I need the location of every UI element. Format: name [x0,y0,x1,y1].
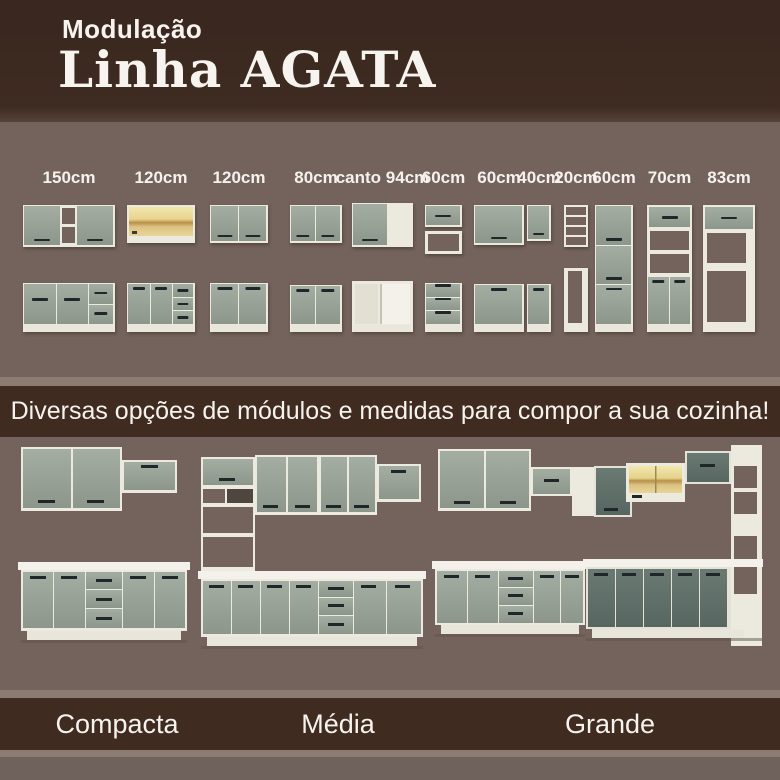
open-niche-graphic [425,231,462,254]
fridge-tower-graphic [703,205,755,332]
footer-band [0,698,780,750]
base-cabinet-graphic [127,283,195,332]
wall-cabinet-graphic [23,205,115,247]
module-size-label: 80cm [294,168,338,187]
corner-base-cabinet-graphic [352,281,413,332]
module-column-40cm [517,122,561,377]
module-size-label: 20cm [554,168,598,187]
header [0,0,780,122]
module-column-80cm [290,122,342,377]
flip-wall-cabinet-graphic [425,205,462,227]
module-size-label: canto 94cm [335,168,430,187]
kitchen-illustration-media [197,443,427,658]
banner [0,386,780,437]
module-column-70cm-tower [647,122,692,377]
page-title: Linha AGATA [58,40,437,99]
module-size-label: 70cm [647,168,692,187]
modules-section [0,122,780,377]
module-column-120cm-glass [127,122,195,377]
module-column-120cm [210,122,268,377]
module-size-label: 60cm [592,168,636,187]
kitchen-label-grande: Grande [564,709,656,739]
oven-tower-graphic [647,205,692,332]
module-column-150cm [23,122,115,377]
drawer-base-cabinet-graphic [425,283,462,332]
module-size-label: 40cm [517,168,561,187]
kitchens-section [0,437,780,690]
module-column-60cm-pantry [592,122,636,377]
kitchen-illustration-grande [428,440,778,668]
module-column-60cm-flip [421,122,466,377]
kitchen-label-compacta: Compacta [55,709,179,739]
module-size-label: 120cm [134,168,188,187]
wall-cabinet-graphic [527,205,551,241]
kitchen-illustration-compacta [15,443,215,655]
base-cabinet-graphic [210,283,268,332]
tall-pantry-graphic [595,205,633,332]
wall-cabinet-graphic [210,205,268,243]
wall-cabinet-graphic [290,205,342,243]
module-column-canto-94cm [335,122,430,377]
divider-strip [0,750,780,757]
module-size-label: 60cm [477,168,521,187]
base-cabinet-graphic [290,285,342,332]
base-cabinet-graphic [527,284,551,332]
cube-shelf-graphic [564,205,588,247]
footer-background [0,757,780,780]
module-size-label: 60cm [421,168,466,187]
base-cabinet-graphic [23,283,115,332]
corner-wall-cabinet-graphic [352,203,413,247]
header-subtitle: Modulação [62,14,203,44]
divider-strip [0,377,780,386]
narrow-open-shelf-graphic [564,268,588,332]
module-size-label: 83cm [707,168,751,187]
banner-text: Diversas opções de módulos e medidas para compor a sua cozinha! [10,397,770,425]
kitchen-label-media: Média [301,709,375,739]
module-column-20cm [554,122,598,377]
module-size-label: 120cm [212,168,266,187]
module-column-83cm-tower [703,122,755,377]
divider-strip [0,690,780,698]
base-cabinet-graphic [474,284,524,332]
wall-cabinet-graphic [474,205,524,245]
module-size-label: 150cm [42,168,96,187]
module-column-60cm-door [474,122,524,377]
glass-wall-cabinet-graphic [127,205,195,243]
